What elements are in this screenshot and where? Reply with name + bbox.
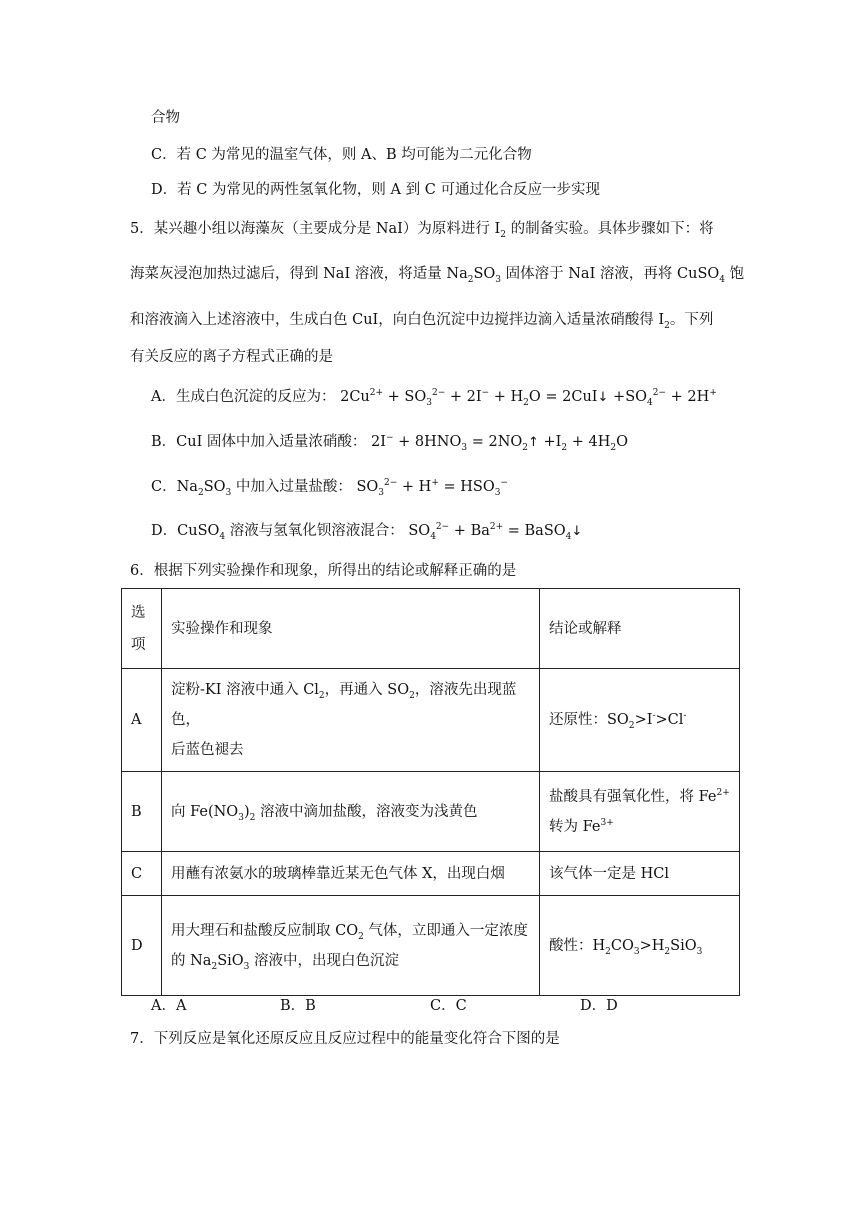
table-row [122, 669, 740, 772]
row-operation: 向 $Fe(NO_3)_2$ 溶液中滴加盐酸，溶液变为浅黄色 [162, 772, 540, 852]
q6-option-a: A．A [151, 998, 187, 1014]
row-operation: 用蘸有浓氨水的玻璃棒靠近某无色气体 X，出现白烟 [162, 852, 540, 896]
q7-stem: 7．下列反应是氧化还原反应且反应过程中的能量变化符合下图的是 [130, 1031, 560, 1047]
q5-stem-line3: 和溶液滴入上述溶液中，生成白色 CuI，向白色沉淀中边搅拌边滴入适量浓硝酸得 $I_2$。下列 [130, 312, 714, 331]
formula-CuI: CuI [352, 312, 379, 328]
q6-option-d: D．D [580, 998, 618, 1014]
header-conclusion: 结论或解释 [540, 589, 740, 669]
row-operation: 用大理石和盐酸反应制取 $CO_2$ 气体，立即通入一定浓度 的 $Na_2SiO_3$ 溶液中，出现白色沉淀 [162, 896, 540, 996]
header-operation: 实验操作和现象 [162, 589, 540, 669]
formula-CuSO4: CuSO$_4$ [677, 266, 726, 285]
q4-option-d: D．若 C 为常见的两性氢氧化物，则 A 到 C 可通过化合反应一步实现 [151, 182, 600, 198]
q4-option-c: C．若 C 为常见的温室气体，则 A、B 均可能为二元化合物 [151, 147, 532, 163]
table-row [122, 772, 740, 852]
q5-stem-line1: 5．某兴趣小组以海藻灰（主要成分是 NaI）为原料进行 $I_2$ 的制备实验。具体步骤如下：将 [130, 221, 714, 240]
header-option: 选项 [122, 589, 162, 669]
formula-Na2SO3: $Na_2SO_3$ [446, 266, 502, 285]
q6-stem: 6．根据下列实验操作和现象，所得出的结论或解释正确的是 [130, 563, 517, 579]
equation-d: $SO_4^{2-} + Ba^{2+}$ = BaSO$_4$↓ [408, 522, 583, 542]
row-option: D [122, 896, 162, 996]
equation-a: $2Cu^{2+} + SO_3^{2-} + 2I^- + H_2O$ = 2CuI↓ $+SO_4^{2-} + 2H^+$ [340, 388, 717, 408]
equation-c: $SO_3^{2-} + H^+ = HSO_3^-$ [356, 478, 508, 498]
row-option: A [122, 669, 162, 772]
q6-option-c: C．C [430, 998, 467, 1014]
q5-stem-line2: 海菜灰浸泡加热过滤后，得到 NaI 溶液，将适量 $Na_2SO_3$ 固体溶于 NaI 溶液，再将 CuSO$_4$ 饱 [130, 266, 745, 285]
equation-b: $2I^- + 8HNO_3$ = $2NO_2↑ +I_2 + 4H_2O$ [371, 433, 629, 453]
q4-continuation: 合物 [151, 110, 180, 126]
row-option: B [122, 772, 162, 852]
q6-option-b: B．B [280, 998, 316, 1014]
row-conclusion: 该气体一定是 HCl [540, 852, 740, 896]
row-option: C [122, 852, 162, 896]
q5-option-b: B．CuI 固体中加入适量浓硝酸： $2I^- + 8HNO_3$ = $2NO_2↑ +I_2 + 4H_2O$ [151, 433, 629, 453]
q5-option-c: C．$Na_2SO_3$ 中加入过量盐酸： $SO_3^{2-} + H^+ = HSO_3^-$ [151, 478, 508, 498]
row-conclusion: 盐酸具有强氧化性，将 $Fe^{2+}$ 转为 $Fe^{3+}$ [540, 772, 740, 852]
table-row [122, 896, 740, 996]
formula-I2: $I_2$ [658, 312, 670, 331]
q5-stem-line4: 有关反应的离子方程式正确的是 [130, 349, 333, 365]
formula-I2: $I_2$ [494, 221, 506, 240]
table-row [122, 852, 740, 896]
q6-table [121, 588, 740, 996]
row-conclusion: 酸性：$H_2CO_3>H_2SiO_3$ [540, 896, 740, 996]
q5-option-a: A．生成白色沉淀的反应为： $2Cu^{2+} + SO_3^{2-} + 2I^- + H_2O$ = 2CuI↓ $+SO_4^{2-} + 2H^+$ [151, 388, 717, 408]
row-conclusion: 还原性：$SO_2>I^->Cl^-$ [540, 669, 740, 772]
table-header-row [122, 589, 740, 669]
q6-options [0, 996, 860, 1016]
q5-option-d: D．CuSO$_4$ 溶液与氢氧化钡溶液混合： $SO_4^{2-} + Ba^{2+}$ = BaSO$_4$↓ [151, 522, 583, 542]
row-operation: 淀粉-KI 溶液中通入 $Cl_2$，再通入 $SO_2$，溶液先出现蓝色， 后蓝色褪去 [162, 669, 540, 772]
